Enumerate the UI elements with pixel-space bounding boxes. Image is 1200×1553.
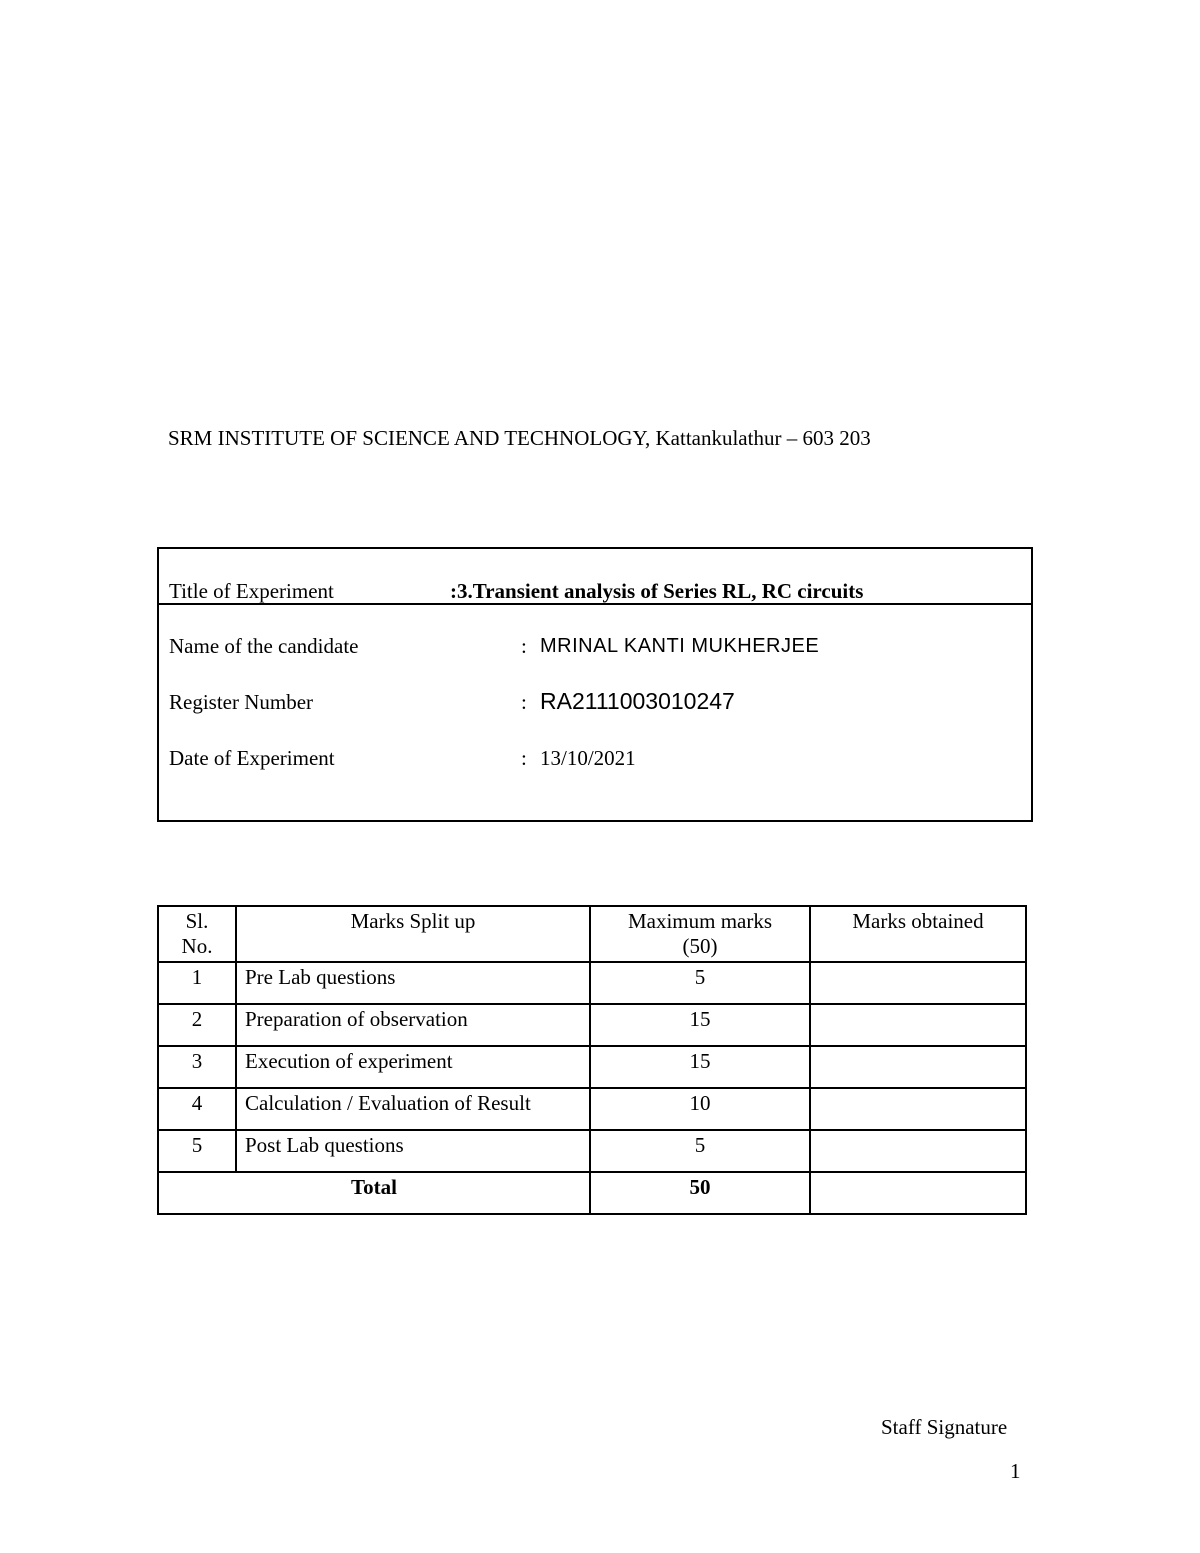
header-max-marks bbox=[590, 906, 810, 962]
row-sl: 5 bbox=[158, 1130, 236, 1172]
row-obtained[interactable] bbox=[810, 1130, 1026, 1172]
row-sl: 2 bbox=[158, 1004, 236, 1046]
name-colon: : bbox=[521, 634, 527, 658]
register-colon: : bbox=[521, 690, 527, 714]
row-max: 10 bbox=[590, 1088, 810, 1130]
name-value: MRINAL KANTI MUKHERJEE bbox=[540, 635, 820, 657]
table-row bbox=[158, 1046, 1026, 1088]
table-row bbox=[158, 1004, 1026, 1046]
row-item: Calculation / Evaluation of Result bbox=[236, 1088, 590, 1130]
table-header-row bbox=[158, 906, 1026, 962]
total-obtained[interactable] bbox=[810, 1172, 1026, 1214]
row-max: 5 bbox=[590, 962, 810, 1004]
header-sl-line2: No. bbox=[181, 934, 213, 958]
header-max-line2: (50) bbox=[682, 934, 718, 958]
row-obtained[interactable] bbox=[810, 1004, 1026, 1046]
table-row bbox=[158, 962, 1026, 1004]
title-divider bbox=[159, 603, 1031, 605]
title-value: :3.Transient analysis of Series RL, RC circuits bbox=[450, 579, 864, 603]
row-item: Execution of experiment bbox=[236, 1046, 590, 1088]
date-label: Date of Experiment bbox=[169, 746, 335, 770]
title-label: Title of Experiment bbox=[169, 579, 334, 603]
row-sl: 3 bbox=[158, 1046, 236, 1088]
experiment-info-box bbox=[157, 547, 1033, 822]
row-item: Pre Lab questions bbox=[236, 962, 590, 1004]
row-obtained[interactable] bbox=[810, 1088, 1026, 1130]
header-sl-no bbox=[158, 906, 236, 962]
total-row bbox=[158, 1172, 1026, 1214]
header-marks-split: Marks Split up bbox=[236, 906, 590, 962]
page-number: 1 bbox=[1010, 1459, 1021, 1483]
row-item: Preparation of observation bbox=[236, 1004, 590, 1046]
header-max-line1: Maximum marks bbox=[627, 909, 773, 933]
header-marks-obtained: Marks obtained bbox=[810, 906, 1026, 962]
date-colon: : bbox=[521, 746, 527, 770]
total-max: 50 bbox=[590, 1172, 810, 1214]
row-sl: 4 bbox=[158, 1088, 236, 1130]
row-max: 15 bbox=[590, 1046, 810, 1088]
header-sl-line1: Sl. bbox=[185, 909, 209, 933]
row-obtained[interactable] bbox=[810, 962, 1026, 1004]
row-item: Post Lab questions bbox=[236, 1130, 590, 1172]
table-row bbox=[158, 1088, 1026, 1130]
row-max: 15 bbox=[590, 1004, 810, 1046]
name-label: Name of the candidate bbox=[169, 634, 359, 658]
register-value: RA2111003010247 bbox=[540, 688, 735, 714]
staff-signature-label: Staff Signature bbox=[881, 1415, 1008, 1439]
date-value: 13/10/2021 bbox=[540, 746, 636, 770]
register-label: Register Number bbox=[169, 690, 314, 714]
row-sl: 1 bbox=[158, 962, 236, 1004]
total-label: Total bbox=[158, 1172, 590, 1214]
row-obtained[interactable] bbox=[810, 1046, 1026, 1088]
row-max: 5 bbox=[590, 1130, 810, 1172]
table-row bbox=[158, 1130, 1026, 1172]
institute-header: SRM INSTITUTE OF SCIENCE AND TECHNOLOGY, Kattankulathur – 603 203 bbox=[168, 426, 871, 450]
marks-table bbox=[157, 905, 1027, 1215]
